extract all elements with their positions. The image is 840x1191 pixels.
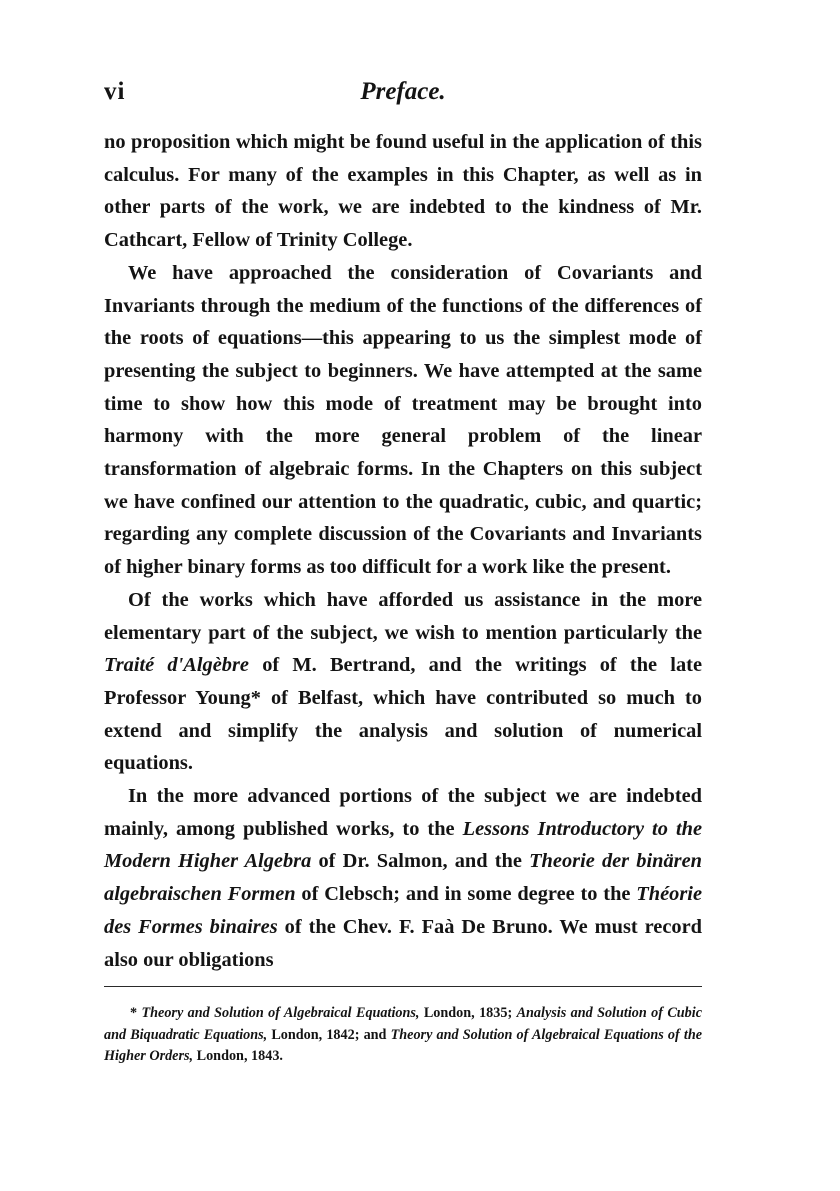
book-title: Traité d'Algèbre [104, 654, 249, 677]
footnote-text: London, 1843. [193, 1048, 283, 1065]
book-title: Lessons Introductory to the Modern Higher Algebra [104, 817, 702, 873]
paragraph-text: We have approached the consideration of Covariants and Invariants through the medium of the functions of the differences of the roots of equations—this appearing to us the simplest mode of presenting the subject to beginners. We have attempted at the same time to show how this mode of treatment may be brought into harmony with the more general problem of the linear transformation of algebraic forms. In the Chapters on this subject we have confined our attention to the quadratic, cubic, and quartic; regarding any complete discussion of the Covariants and Invariants of higher binary forms as too difficult for a work like the present. [104, 261, 702, 579]
paragraph-text: In the more advanced portions of the subject we are indebted mainly, among published works, to the [104, 785, 702, 840]
running-title: Preface. [360, 78, 446, 105]
paragraph-continuation [104, 126, 702, 257]
footnote-text: London, 1835; [419, 1005, 517, 1022]
paragraph-text: of M. Bertrand, and the writings of the late Professor Young* of Belfast, which have contributed so much to extend and simplify the analysis and solution of numerical equations. [104, 654, 702, 775]
footnote-marker: * [130, 1005, 142, 1022]
page-number: vi [104, 78, 126, 105]
footnote-divider [104, 986, 702, 987]
book-title: Theorie der binären algebraischen Formen [104, 850, 702, 906]
paragraph-text: of Clebsch; and in some degree to the [295, 883, 637, 906]
paragraph-text: of Dr. Salmon, and the [311, 850, 530, 873]
paragraph-text: Of the works which have afforded us assistance in the more elementary part of the subject, we wish to mention particularly the [104, 588, 702, 644]
paragraph-advanced-works [104, 780, 702, 976]
footnote-text: London, 1842; and [267, 1026, 391, 1043]
book-title: Theory and Solution of Algebraical Equations, [141, 1005, 420, 1022]
paragraph-text: of the Chev. F. Faà De Bruno. We must record also our obligations [104, 915, 702, 971]
paragraph-text: no proposition which might be found useful in the application of this calculus. For many of the examples in this Chapter, as well as in other parts of the work, we are indebted to the kindness of Mr. Cathcart, Fellow of Trinity College. [104, 131, 702, 252]
paragraph-covariants [104, 257, 702, 584]
book-page [104, 76, 702, 1068]
footnote [104, 1003, 702, 1068]
running-head [104, 76, 702, 116]
book-title: Theory and Solution of Algebraical Equations of the Higher Orders, [104, 1026, 703, 1065]
book-title: Théorie des Formes binaires [104, 883, 702, 938]
body-text [104, 126, 702, 976]
paragraph-elementary-works [104, 584, 702, 780]
book-title: Analysis and Solution of Cubic and Biquadratic Equations, [104, 1005, 703, 1043]
